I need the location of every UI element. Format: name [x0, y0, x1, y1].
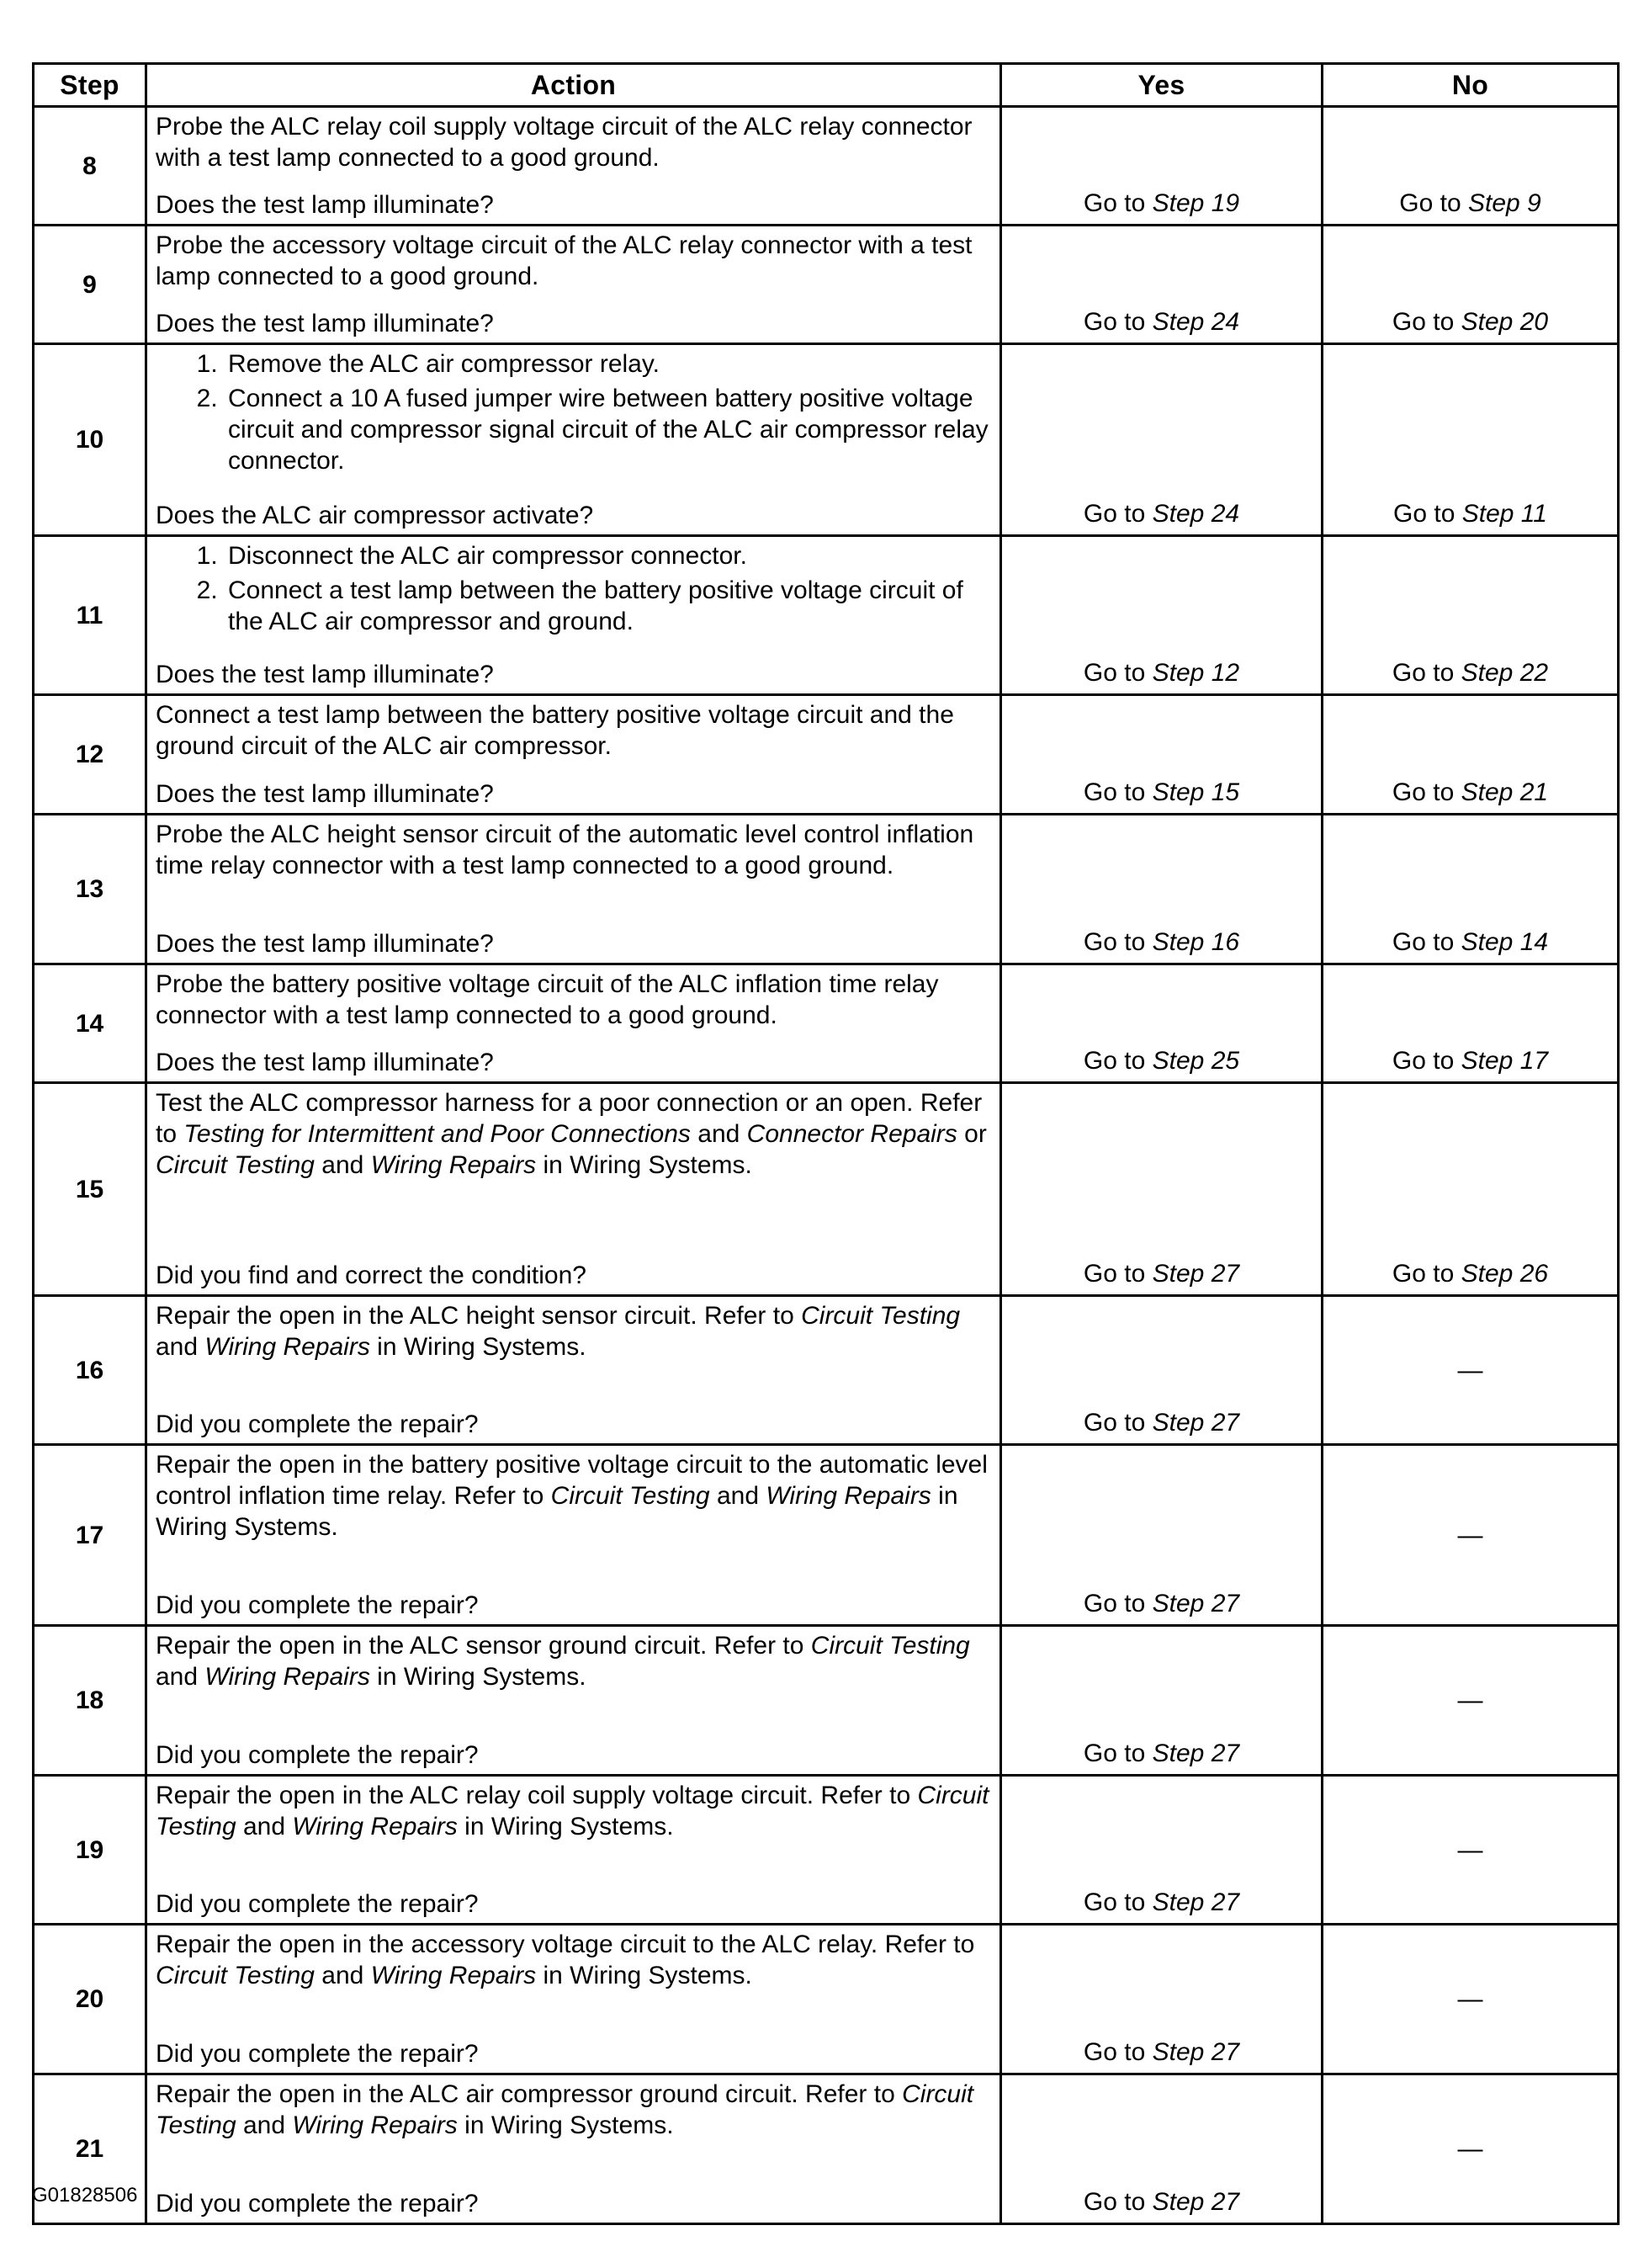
action-cell [146, 1445, 1001, 1626]
goto-prefix: Go to [1392, 928, 1461, 956]
yes-result [1001, 1626, 1323, 1776]
reference-link-text: Circuit Testing [156, 1782, 989, 1840]
action-question: Does the test lamp illuminate? [156, 780, 494, 808]
action-cell [146, 536, 1001, 695]
action-question: Did you complete the repair? [156, 1410, 479, 1438]
action-question: Did you complete the repair? [156, 2190, 479, 2218]
action-cell [146, 695, 1001, 815]
goto-step-link[interactable]: Step 20 [1461, 308, 1549, 336]
step-number: 8 [34, 107, 146, 226]
action-cell [146, 815, 1001, 964]
yes-result [1001, 1776, 1323, 1925]
no-result [1323, 1925, 1619, 2074]
goto-step-link[interactable]: Step 19 [1152, 189, 1240, 217]
no-result [1323, 1296, 1619, 1445]
action-instruction [156, 2079, 989, 2141]
action-cell [146, 2074, 1001, 2224]
yes-result [1001, 536, 1323, 695]
action-step-item: 1. Remove the ALC air compressor relay. [225, 348, 989, 380]
yes-result [1001, 226, 1323, 344]
goto-step-link[interactable]: Step 26 [1461, 1260, 1549, 1288]
instruction-text: Repair the open in the ALC air compressor ground circuit. Refer to [156, 2080, 903, 2108]
reference-link-text: Wiring Repairs [204, 1333, 370, 1361]
instruction-text: in Wiring Systems. [457, 1813, 674, 1840]
yes-result [1001, 1445, 1323, 1626]
table-header-row [34, 64, 1619, 107]
reference-link-text: Wiring Repairs [370, 1962, 537, 1989]
instruction-text: in Wiring Systems. [536, 1151, 752, 1179]
instruction-text: in Wiring Systems. [156, 1482, 958, 1541]
goto-step-link[interactable]: Step 14 [1461, 928, 1549, 956]
action-steps-list [156, 540, 989, 637]
action-question: Did you complete the repair? [156, 1741, 479, 1769]
no-result [1323, 1083, 1619, 1296]
goto-step-link[interactable]: Step 27 [1152, 2188, 1240, 2216]
no-result [1323, 964, 1619, 1083]
goto-prefix: Go to [1392, 1260, 1461, 1288]
instruction-text: Repair the open in the ALC sensor ground circuit. Refer to [156, 1632, 811, 1660]
no-action-dash: — [1457, 1686, 1483, 1714]
action-question: Did you complete the repair? [156, 2040, 479, 2068]
instruction-text: and [709, 1482, 766, 1510]
instruction-text: and [314, 1962, 371, 1989]
reference-link-text: Connector Repairs [746, 1120, 957, 1148]
instruction-text: in Wiring Systems. [369, 1333, 586, 1361]
instruction-text: and [236, 1813, 293, 1840]
goto-prefix: Go to [1083, 1047, 1153, 1075]
action-instruction [156, 819, 989, 881]
instruction-text: or [957, 1120, 987, 1148]
goto-step-link[interactable]: Step 27 [1152, 1409, 1240, 1437]
table-row [34, 226, 1619, 344]
goto-prefix: Go to [1392, 778, 1461, 806]
yes-result [1001, 107, 1323, 226]
instruction-text: Probe the accessory voltage circuit of the ALC relay connector with a test lamp connected to a good ground. [156, 231, 973, 290]
instruction-text: in Wiring Systems. [457, 2111, 674, 2139]
table-row [34, 344, 1619, 536]
goto-step-link[interactable]: Step 21 [1461, 778, 1549, 806]
no-result [1323, 1445, 1619, 1626]
instruction-text: and [314, 1151, 371, 1179]
action-cell [146, 1925, 1001, 2074]
action-cell [146, 1776, 1001, 1925]
goto-prefix: Go to [1083, 1260, 1153, 1288]
table-row [34, 1296, 1619, 1445]
goto-step-link[interactable]: Step 24 [1152, 500, 1240, 528]
goto-prefix: Go to [1083, 308, 1153, 336]
action-step-item: 2. Connect a test lamp between the battery positive voltage circuit of the ALC air compressor and ground. [225, 575, 989, 637]
action-question: Does the test lamp illuminate? [156, 310, 494, 337]
reference-link-text: Circuit Testing [550, 1482, 710, 1510]
step-number: 10 [34, 344, 146, 536]
table-row [34, 1445, 1619, 1626]
step-number: 13 [34, 815, 146, 964]
action-cell [146, 1626, 1001, 1776]
step-number: 14 [34, 964, 146, 1083]
instruction-text: Repair the open in the accessory voltage circuit to the ALC relay. Refer to [156, 1931, 975, 1958]
action-cell [146, 1083, 1001, 1296]
goto-prefix: Go to [1083, 189, 1153, 217]
goto-prefix: Go to [1083, 1740, 1153, 1767]
goto-prefix: Go to [1083, 1409, 1153, 1437]
action-question: Did you complete the repair? [156, 1890, 479, 1918]
header-step: Step [34, 64, 146, 107]
no-result [1323, 2074, 1619, 2224]
action-cell [146, 964, 1001, 1083]
no-action-dash: — [1457, 1356, 1483, 1384]
instruction-text: and [236, 2111, 293, 2139]
goto-prefix: Go to [1392, 308, 1461, 336]
action-question: Did you complete the repair? [156, 1591, 479, 1619]
goto-prefix: Go to [1393, 500, 1462, 528]
step-number: 17 [34, 1445, 146, 1626]
goto-prefix: Go to [1083, 659, 1153, 687]
goto-prefix: Go to [1083, 778, 1153, 806]
no-result [1323, 815, 1619, 964]
reference-link-text: Wiring Repairs [766, 1482, 931, 1510]
reference-link-text: Wiring Repairs [204, 1663, 370, 1691]
reference-link-text: Circuit Testing [156, 2080, 974, 2139]
reference-link-text: Circuit Testing [810, 1632, 970, 1660]
instruction-text: Repair the open in the ALC height sensor circuit. Refer to [156, 1302, 802, 1330]
action-cell [146, 344, 1001, 536]
instruction-text: and [690, 1120, 747, 1148]
yes-result [1001, 695, 1323, 815]
action-instruction [156, 699, 989, 762]
step-number: 9 [34, 226, 146, 344]
goto-step-link[interactable]: Step 15 [1152, 778, 1240, 806]
goto-prefix: Go to [1083, 1590, 1153, 1617]
step-number: 16 [34, 1296, 146, 1445]
step-number: 15 [34, 1083, 146, 1296]
instruction-text: Test the ALC compressor harness for a poor connection or an open. Refer to [156, 1089, 983, 1148]
action-instruction [156, 111, 989, 173]
diagnostic-table [32, 62, 1620, 2225]
table-row [34, 964, 1619, 1083]
no-result [1323, 536, 1619, 695]
no-result [1323, 1626, 1619, 1776]
reference-link-text: Testing for Intermittent and Poor Connections [183, 1120, 691, 1148]
header-no: No [1323, 64, 1619, 107]
goto-step-link[interactable]: Step 27 [1152, 2038, 1240, 2066]
goto-step-link[interactable]: Step 9 [1467, 189, 1541, 217]
action-cell [146, 1296, 1001, 1445]
instruction-text: Probe the battery positive voltage circuit of the ALC inflation time relay connector with a test lamp connected to a good ground. [156, 970, 939, 1029]
step-number: 19 [34, 1776, 146, 1925]
action-instruction [156, 1929, 989, 1991]
action-step-item: 2. Connect a 10 A fused jumper wire between battery positive voltage circuit and compressor signal circuit of the ALC air compressor relay connector. [225, 383, 989, 476]
table-row [34, 1083, 1619, 1296]
instruction-text: Connect a test lamp between the battery positive voltage circuit and the ground circuit of the ALC air compressor. [156, 701, 954, 760]
step-number: 20 [34, 1925, 146, 2074]
figure-id: G01828506 [32, 2184, 138, 2207]
instruction-text: in Wiring Systems. [369, 1663, 586, 1691]
goto-step-link[interactable]: Step 22 [1461, 659, 1549, 687]
table-row [34, 536, 1619, 695]
goto-step-link[interactable]: Step 24 [1152, 308, 1240, 336]
reference-link-text: Circuit Testing [156, 1151, 315, 1179]
goto-prefix: Go to [1083, 2038, 1153, 2066]
goto-prefix: Go to [1083, 2188, 1153, 2216]
instruction-text: and [156, 1333, 205, 1361]
goto-step-link[interactable]: Step 12 [1152, 659, 1240, 687]
yes-result [1001, 1083, 1323, 1296]
table-row [34, 1776, 1619, 1925]
yes-result [1001, 815, 1323, 964]
no-result [1323, 107, 1619, 226]
action-instruction [156, 1630, 989, 1692]
no-result [1323, 226, 1619, 344]
action-question: Does the test lamp illuminate? [156, 191, 494, 219]
no-action-dash: — [1457, 1835, 1483, 1864]
table-row [34, 107, 1619, 226]
instruction-text: Repair the open in the ALC relay coil supply voltage circuit. Refer to [156, 1782, 918, 1809]
yes-result [1001, 1925, 1323, 2074]
action-instruction [156, 1087, 989, 1181]
action-instruction [156, 230, 989, 292]
instruction-text: Probe the ALC relay coil supply voltage circuit of the ALC relay connector with a test lamp connected to a good ground. [156, 113, 973, 172]
goto-step-link[interactable]: Step 16 [1152, 928, 1240, 956]
reference-link-text: Circuit Testing [801, 1302, 961, 1330]
instruction-text: Probe the ALC height sensor circuit of the automatic level control inflation time relay connector with a test lamp connected to a good ground. [156, 821, 974, 879]
step-number: 12 [34, 695, 146, 815]
goto-prefix: Go to [1399, 189, 1468, 217]
goto-prefix: Go to [1083, 500, 1153, 528]
reference-link-text: Wiring Repairs [292, 1813, 458, 1840]
table-body [34, 107, 1619, 2224]
reference-link-text: Circuit Testing [156, 1962, 315, 1989]
action-instruction [156, 969, 989, 1031]
action-question: Does the test lamp illuminate? [156, 930, 494, 958]
goto-prefix: Go to [1392, 659, 1461, 687]
action-step-item: 1. Disconnect the ALC air compressor connector. [225, 540, 989, 571]
header-yes: Yes [1001, 64, 1323, 107]
goto-step-link[interactable]: Step 27 [1152, 1260, 1240, 1288]
table-row [34, 815, 1619, 964]
no-result [1323, 695, 1619, 815]
step-number: 18 [34, 1626, 146, 1776]
step-number: 21 [34, 2074, 146, 2224]
instruction-text: and [156, 1663, 205, 1691]
goto-step-link[interactable]: Step 27 [1152, 1590, 1240, 1617]
goto-step-link[interactable]: Step 17 [1461, 1047, 1549, 1075]
no-action-dash: — [1457, 1521, 1483, 1549]
reference-link-text: Wiring Repairs [292, 2111, 458, 2139]
action-instruction [156, 1300, 989, 1362]
action-question: Does the test lamp illuminate? [156, 1049, 494, 1076]
action-steps-list [156, 348, 989, 476]
goto-prefix: Go to [1083, 928, 1153, 956]
yes-result [1001, 1296, 1323, 1445]
action-cell [146, 226, 1001, 344]
action-cell [146, 107, 1001, 226]
table-row [34, 1626, 1619, 1776]
no-result [1323, 344, 1619, 536]
no-result [1323, 1776, 1619, 1925]
action-question: Does the test lamp illuminate? [156, 661, 494, 688]
action-instruction [156, 1780, 989, 1842]
goto-prefix: Go to [1083, 1888, 1153, 1916]
goto-prefix: Go to [1392, 1047, 1461, 1075]
action-question: Did you find and correct the condition? [156, 1261, 586, 1289]
action-question: Does the ALC air compressor activate? [156, 502, 594, 529]
instruction-text: Repair the open in the battery positive voltage circuit to the automatic level control inflation time relay. Refer to [156, 1451, 988, 1510]
table-row [34, 695, 1619, 815]
table-row [34, 2074, 1619, 2224]
yes-result [1001, 964, 1323, 1083]
step-number: 11 [34, 536, 146, 695]
no-action-dash: — [1457, 1985, 1483, 2013]
header-action: Action [146, 64, 1001, 107]
instruction-text: in Wiring Systems. [536, 1962, 752, 1989]
yes-result [1001, 2074, 1323, 2224]
table-row [34, 1925, 1619, 2074]
goto-step-link[interactable]: Step 11 [1461, 500, 1547, 528]
action-instruction [156, 1449, 989, 1543]
goto-step-link[interactable]: Step 25 [1152, 1047, 1240, 1075]
reference-link-text: Wiring Repairs [370, 1151, 537, 1179]
yes-result [1001, 344, 1323, 536]
goto-step-link[interactable]: Step 27 [1152, 1888, 1240, 1916]
goto-step-link[interactable]: Step 27 [1152, 1740, 1240, 1767]
no-action-dash: — [1457, 2135, 1483, 2163]
